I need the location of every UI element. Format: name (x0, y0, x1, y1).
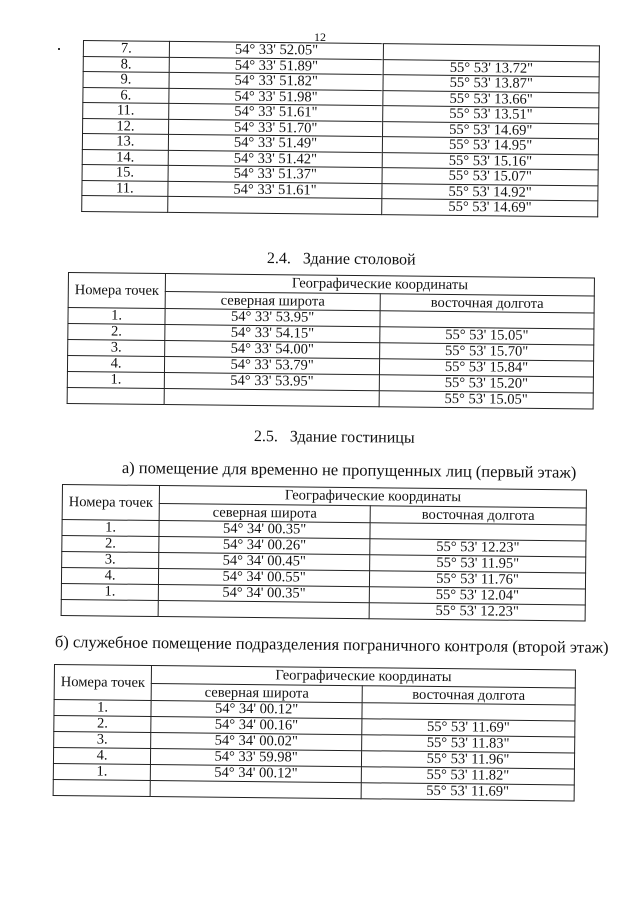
latitude-cell: 54° 34' 00.16" (151, 717, 362, 735)
point-number: 11. (83, 103, 169, 119)
subsection-b-caption: б) служебное помещение подразделения пограничного контроля (второй этаж) (54, 632, 609, 657)
section-2-4-heading (267, 250, 416, 270)
point-number: 1. (53, 763, 150, 780)
point-number: 1. (67, 371, 164, 388)
point-number: 1. (68, 308, 165, 325)
point-number: 8. (83, 56, 169, 72)
point-number: 1. (62, 520, 159, 537)
latitude-cell: 54° 33' 51.61" (168, 181, 383, 199)
point-number (61, 599, 158, 616)
latitude-cell: 54° 33' 51.42" (168, 150, 383, 168)
longitude-cell: 55° 53' 11.69" (362, 719, 575, 737)
point-number: 9. (83, 72, 169, 88)
latitude-cell: 54° 33' 54.15" (165, 325, 380, 343)
longitude-cell: 55° 53' 14.69" (383, 121, 599, 139)
latitude-cell: 54° 34' 00.55" (159, 569, 370, 587)
latitude-cell: 54° 33' 53.95" (165, 309, 380, 327)
point-number: 3. (68, 340, 165, 357)
col-header-lat: северная широта (165, 291, 380, 311)
longitude-cell: 55° 53' 15.20" (379, 375, 593, 393)
latitude-cell (158, 601, 369, 619)
point-number: 2. (54, 716, 151, 733)
coordinates-table-continued (81, 40, 600, 217)
latitude-cell: 54° 33' 52.05" (169, 41, 384, 59)
longitude-cell: 55° 53' 12.23" (370, 539, 586, 557)
point-number: 12. (83, 118, 169, 134)
longitude-cell: 55° 53' 13.72" (384, 59, 600, 77)
point-number (53, 779, 150, 796)
point-number: 3. (54, 732, 151, 749)
longitude-cell: 55° 53' 11.83" (362, 735, 575, 753)
longitude-cell: 55° 53' 12.04" (369, 587, 585, 605)
latitude-cell: 54° 34' 00.26" (159, 537, 370, 555)
longitude-cell: 55° 53' 11.96" (361, 751, 574, 769)
point-number: 13. (82, 134, 168, 150)
canteen-coordinates-table (67, 272, 595, 410)
latitude-cell: 54° 34' 00.12" (150, 765, 361, 783)
col-header-lon: восточная долгота (380, 293, 594, 313)
longitude-cell: 55° 53' 11.82" (361, 767, 574, 785)
point-number: 1. (54, 700, 151, 717)
latitude-cell: 54° 33' 51.98" (169, 88, 384, 106)
point-number: 2. (62, 536, 159, 553)
section-title: Здание гостиницы (289, 428, 415, 447)
latitude-cell: 54° 33' 51.49" (168, 134, 383, 152)
point-number: 4. (61, 568, 158, 585)
latitude-cell: 54° 34' 00.02" (151, 733, 362, 751)
section-2-5-heading (254, 428, 415, 448)
longitude-cell: 55° 53' 11.76" (369, 571, 585, 589)
longitude-cell: 55° 53' 11.95" (370, 555, 586, 573)
latitude-cell: 54° 33' 51.89" (169, 57, 384, 75)
col-header-lon: восточная долгота (362, 685, 575, 705)
point-number: 4. (67, 356, 164, 373)
longitude-cell: 55° 53' 15.70" (380, 343, 594, 361)
longitude-cell: 55° 53' 15.05" (379, 391, 593, 409)
table-row (82, 195, 598, 216)
latitude-cell: 54° 33' 53.95" (164, 373, 379, 391)
col-header-points: Номера точек (62, 485, 160, 521)
col-header-points: Номера точек (68, 273, 166, 309)
point-number: 3. (62, 552, 159, 569)
longitude-cell: 55° 53' 15.16" (383, 152, 599, 170)
section-title: Здание столовой (302, 250, 416, 269)
latitude-cell: 54° 33' 51.82" (169, 72, 384, 90)
section-number: 2.5. (253, 428, 278, 446)
latitude-cell: 54° 34' 00.45" (159, 553, 370, 571)
latitude-cell: 54° 34' 00.35" (159, 521, 370, 539)
col-header-geo: Географические координаты (151, 666, 575, 688)
latitude-cell: 54° 33' 53.79" (165, 357, 380, 375)
col-header-geo: Географические координаты (165, 274, 594, 296)
latitude-cell: 54° 33' 54.00" (165, 341, 380, 359)
latitude-cell (150, 781, 361, 799)
scan-speck (58, 48, 60, 50)
latitude-cell: 54° 33' 59.98" (151, 749, 362, 767)
latitude-cell: 54° 33' 51.37" (168, 165, 383, 183)
latitude-cell: 54° 34' 00.35" (158, 585, 369, 603)
page-number: 12 (314, 30, 326, 44)
longitude-cell: 55° 53' 12.23" (369, 603, 585, 621)
hotel-floor2-coordinates-table (53, 664, 576, 801)
point-number: 14. (82, 149, 168, 165)
longitude-cell: 55° 53' 14.69" (382, 199, 598, 217)
longitude-cell: 55° 53' 13.87" (383, 75, 599, 93)
col-header-geo: Географические координаты (159, 486, 586, 508)
point-number: 11. (82, 180, 168, 196)
longitude-cell: 55° 53' 15.05" (380, 327, 594, 345)
point-number: 6. (83, 87, 169, 103)
col-header-lat: северная широта (151, 683, 362, 703)
longitude-cell: 55° 53' 15.84" (379, 359, 593, 377)
point-number: 1. (61, 583, 158, 600)
col-header-lat: северная широта (159, 503, 370, 523)
point-number: 7. (83, 41, 169, 57)
latitude-cell (168, 196, 383, 214)
point-number (67, 387, 164, 404)
latitude-cell: 54° 33' 51.70" (168, 119, 383, 137)
point-number (82, 195, 168, 211)
longitude-cell: 55° 53' 11.69" (361, 783, 574, 801)
longitude-cell: 55° 53' 13.51" (383, 106, 599, 124)
col-header-points: Номера точек (54, 665, 152, 701)
longitude-cell: 55° 53' 14.92" (382, 183, 598, 201)
longitude-cell: 55° 53' 13.66" (383, 90, 599, 108)
latitude-cell: 54° 34' 00.12" (151, 701, 362, 719)
latitude-cell: 54° 33' 51.61" (168, 103, 383, 121)
hotel-floor1-coordinates-table (61, 484, 587, 621)
section-number: 2.4. (266, 250, 291, 268)
point-number: 2. (68, 324, 165, 341)
point-number: 4. (53, 748, 150, 765)
longitude-cell: 55° 53' 14.95" (383, 137, 599, 155)
latitude-cell (164, 389, 379, 407)
point-number: 15. (82, 164, 168, 180)
col-header-lon: восточная долгота (370, 505, 586, 525)
longitude-cell: 55° 53' 15.07" (382, 168, 598, 186)
subsection-a-caption: а) помещение для временно не пропущенных лиц (первый этаж) (121, 458, 577, 482)
